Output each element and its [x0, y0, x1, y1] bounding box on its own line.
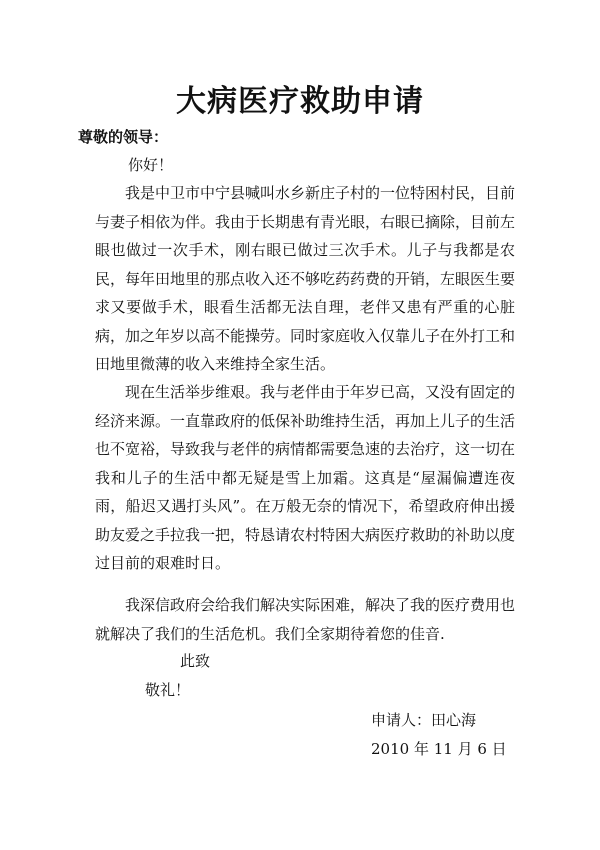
closing-line-1: 此致	[180, 652, 211, 670]
paragraph-1: 我是中卫市中宁县喊叫水乡新庄子村的一位特困村民，目前与妻子相依为伴。我由于长期患有青光眼，右眼已摘除，目前左眼也做过一次手术，刚右眼已做过三次手术。儿子与我都是农民，每年田地里的那点收入还不够吃药药费的开销，左眼医生要求又要做手术，眼看生活都无法自理，老伴又患有严重的心脏病，加之年岁以高不能操劳。同时家庭收入仅靠儿子在外打工和田地里微薄的收入来维持全家生活。	[95, 184, 516, 373]
document-title: 大病医疗救助申请	[176, 84, 424, 119]
paragraph-3: 我深信政府会给我们解决实际困难，解决了我的医疗费用也就解决了我们的生活危机。我们全家期待着您的佳音.	[95, 596, 516, 643]
applicant-signature: 申请人：田心海	[371, 711, 477, 729]
salutation: 尊敬的领导：	[78, 128, 169, 146]
closing-line-2: 敬礼！	[145, 681, 191, 699]
letter-date: 2010 年 11 月 6 日	[371, 740, 507, 758]
paragraph-2: 现在生活举步维艰。我与老伴由于年岁已高，又没有固定的经济来源。一直靠政府的低保补助维持生活，再加上儿子的生活也不宽裕，导致我与老伴的病情都需要急速的去治疗，这一切在我和儿子的生活中都无疑是雪上加霜。这真是“屋漏偏遭连夜雨，船迟又遇打头风”。在万般无奈的情况下，希望政府伸出援助友爱之手拉我一把，特恳请农村特困大病医疗救助的补助以度过目前的艰难时日。	[95, 383, 516, 572]
greeting: 你好！	[128, 156, 174, 174]
